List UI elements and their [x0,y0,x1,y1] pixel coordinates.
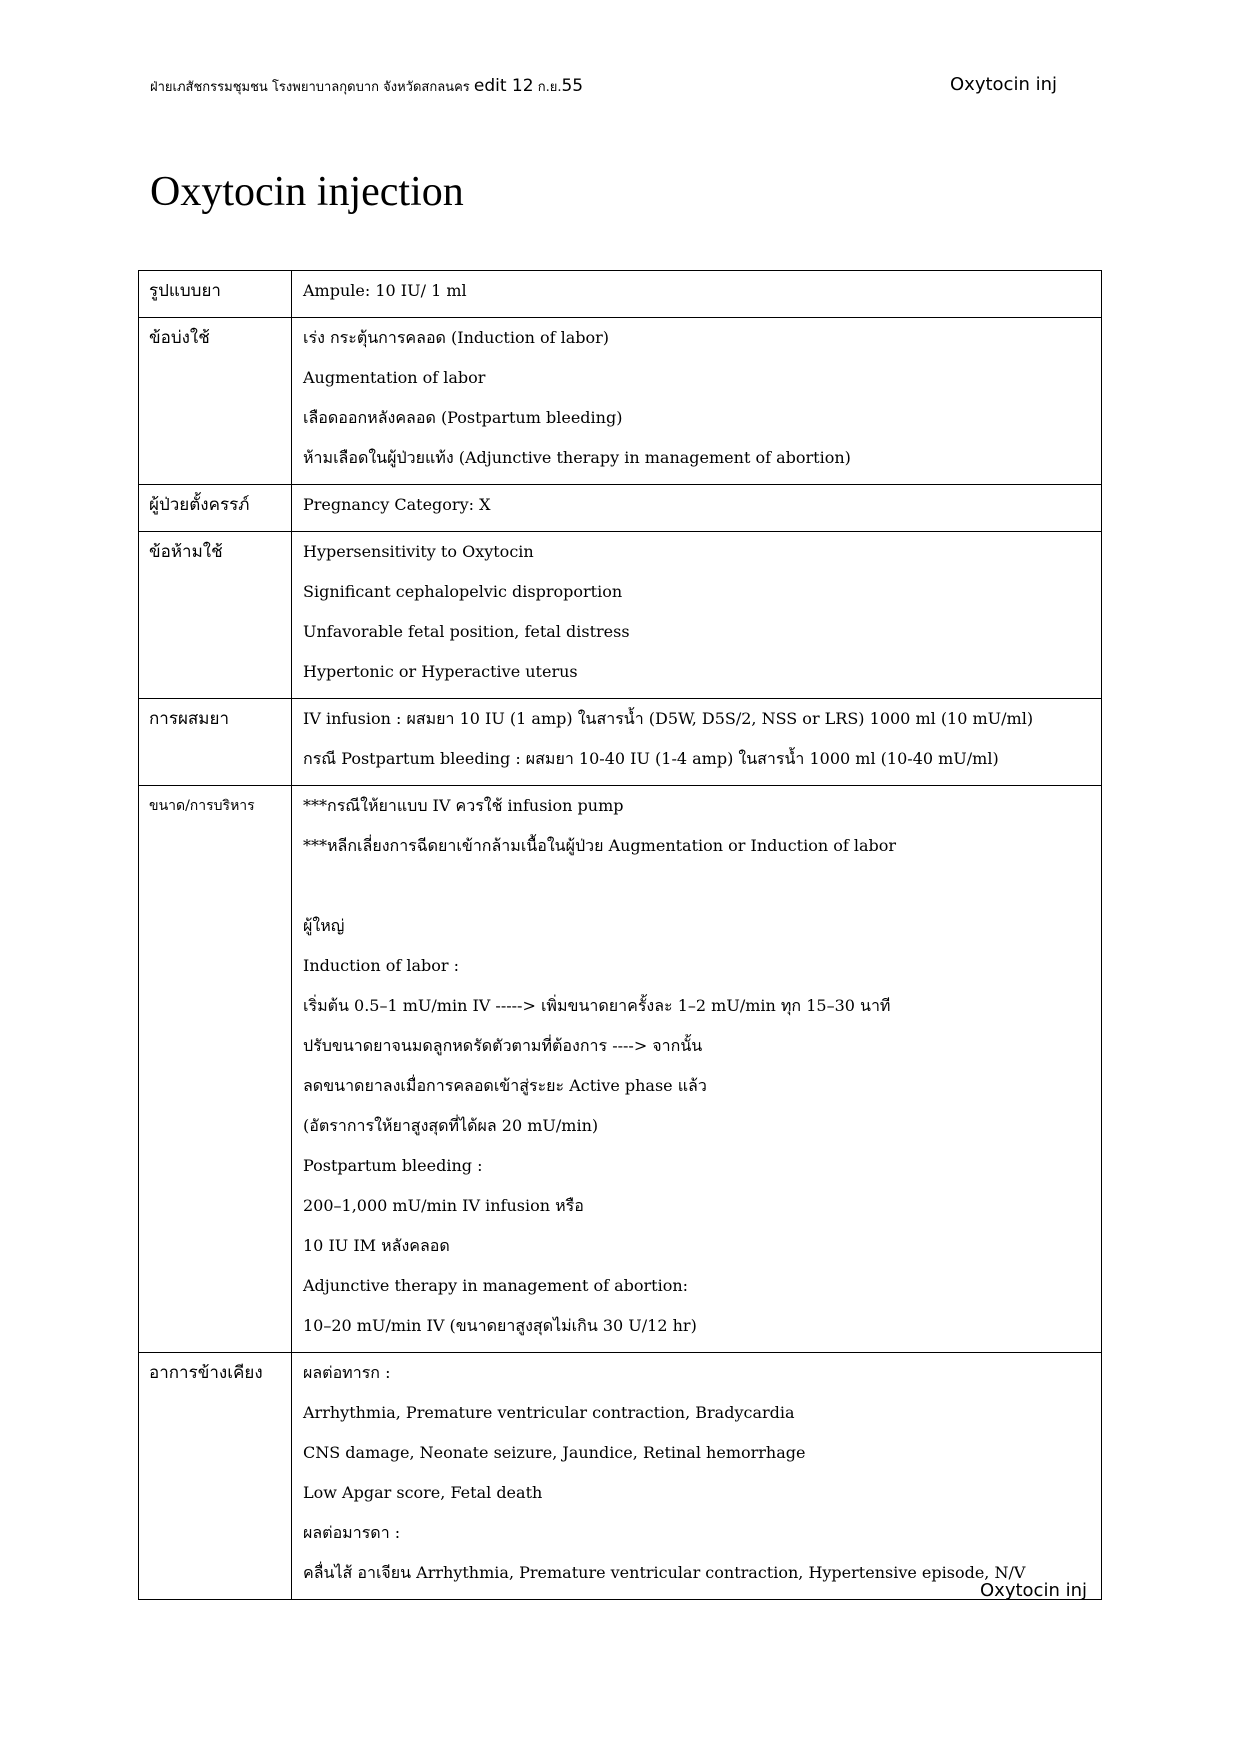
table-row [139,271,1102,318]
content-line: ผลต่อมารดา : [303,1523,401,1542]
header-department-text: ฝ่ายเภสัชกรรมชุมชน โรงพยาบาลกุดบาก จังหวัดสกลนคร [150,80,470,95]
drug-info-table [138,270,1102,1600]
content-line: Hypersensitivity to Oxytocin [303,542,534,561]
content-line: 200–1,000 mU/min IV infusion หรือ [303,1196,584,1215]
row-label-pregnancy: ผู้ป่วยตั้งครรภ์ [139,485,292,532]
row-label-dosage-form: รูปแบบยา [139,271,292,318]
content-line: ***กรณีให้ยาแบบ IV ควรใช้ infusion pump [303,796,624,815]
content-line: Ampule: 10 IU/ 1 ml [303,281,467,300]
header-drug-name: Oxytocin inj [950,74,1057,95]
content-line: ห้ามเลือดในผู้ป่วยแท้ง (Adjunctive therapy in management of abortion) [303,448,851,467]
row-content-indications [292,318,1102,485]
content-line: Unfavorable fetal position, fetal distress [303,622,630,641]
content-line: Arrhythmia, Premature ventricular contraction, Bradycardia [303,1403,795,1422]
content-line: Postpartum bleeding : [303,1156,483,1175]
content-line: 10 IU IM หลังคลอด [303,1236,450,1255]
row-label-indications: ข้อบ่งใช้ [139,318,292,485]
header-month: ก.ย. [537,80,562,95]
content-line: คลื่นไส้ อาเจียน Arrhythmia, Premature ventricular contraction, Hypertensive episode, N/V [303,1563,1026,1582]
table-row [139,485,1102,532]
table-row [139,1353,1102,1600]
content-line: (อัตราการให้ยาสูงสุดที่ได้ผล 20 mU/min) [303,1116,599,1135]
content-line: Adjunctive therapy in management of abortion: [303,1276,689,1295]
content-line: เริ่มต้น 0.5–1 mU/min IV -----> เพิ่มขนาดยาครั้งละ 1–2 mU/min ทุก 15–30 นาที [303,996,891,1015]
row-label-dosage: ขนาด/การบริหาร [139,786,292,1353]
content-line: ผลต่อทารก : [303,1363,391,1382]
content-line: ปรับขนาดยาจนมดลูกหดรัดตัวตามที่ต้องการ ----> จากนั้น [303,1036,703,1055]
content-line: CNS damage, Neonate seizure, Jaundice, Retinal hemorrhage [303,1443,806,1462]
content-line: IV infusion : ผสมยา 10 IU (1 amp) ในสารน้ำ (D5W, D5S/2, NSS or LRS) 1000 ml (10 mU/ml) [303,709,1034,728]
table-row [139,699,1102,786]
row-label-contraindications: ข้อห้ามใช้ [139,532,292,699]
page-title: Oxytocin injection [150,169,464,215]
content-line: Augmentation of labor [303,368,486,387]
content-line: Pregnancy Category: X [303,495,491,514]
row-content-pregnancy [292,485,1102,532]
table-row [139,786,1102,1353]
table-row [139,318,1102,485]
content-line: ผู้ใหญ่ [303,916,345,935]
row-content-side-effects [292,1353,1102,1600]
content-line: ***หลีกเลี่ยงการฉีดยาเข้ากล้ามเนื้อในผู้ป่วย Augmentation or Induction of labor [303,836,897,855]
row-label-side-effects: อาการข้างเคียง [139,1353,292,1600]
row-content-preparation [292,699,1102,786]
row-content-dosage-form [292,271,1102,318]
content-line: Induction of labor : [303,956,459,975]
header-department [150,76,583,97]
table-row [139,532,1102,699]
header-edit: edit 12 [473,76,534,96]
header-year: 55 [561,76,584,96]
content-line: กรณี Postpartum bleeding : ผสมยา 10-40 IU (1-4 amp) ในสารน้ำ 1000 ml (10-40 mU/ml) [303,749,999,768]
content-line: 10–20 mU/min IV (ขนาดยาสูงสุดไม่เกิน 30 U/12 hr) [303,1316,697,1335]
content-line: เร่ง กระตุ้นการคลอด (Induction of labor) [303,328,610,347]
content-line: Significant cephalopelvic disproportion [303,582,623,601]
row-content-contraindications [292,532,1102,699]
row-content-dosage [292,786,1102,1353]
content-line: Hypertonic or Hyperactive uterus [303,662,578,681]
row-label-preparation: การผสมยา [139,699,292,786]
content-line: เลือดออกหลังคลอด (Postpartum bleeding) [303,408,623,427]
content-line: Low Apgar score, Fetal death [303,1483,543,1502]
content-line-blank [303,870,1101,910]
content-line: ลดขนาดยาลงเมื่อการคลอดเข้าสู่ระยะ Active phase แล้ว [303,1076,707,1095]
footer-drug-name: Oxytocin inj [980,1580,1087,1601]
